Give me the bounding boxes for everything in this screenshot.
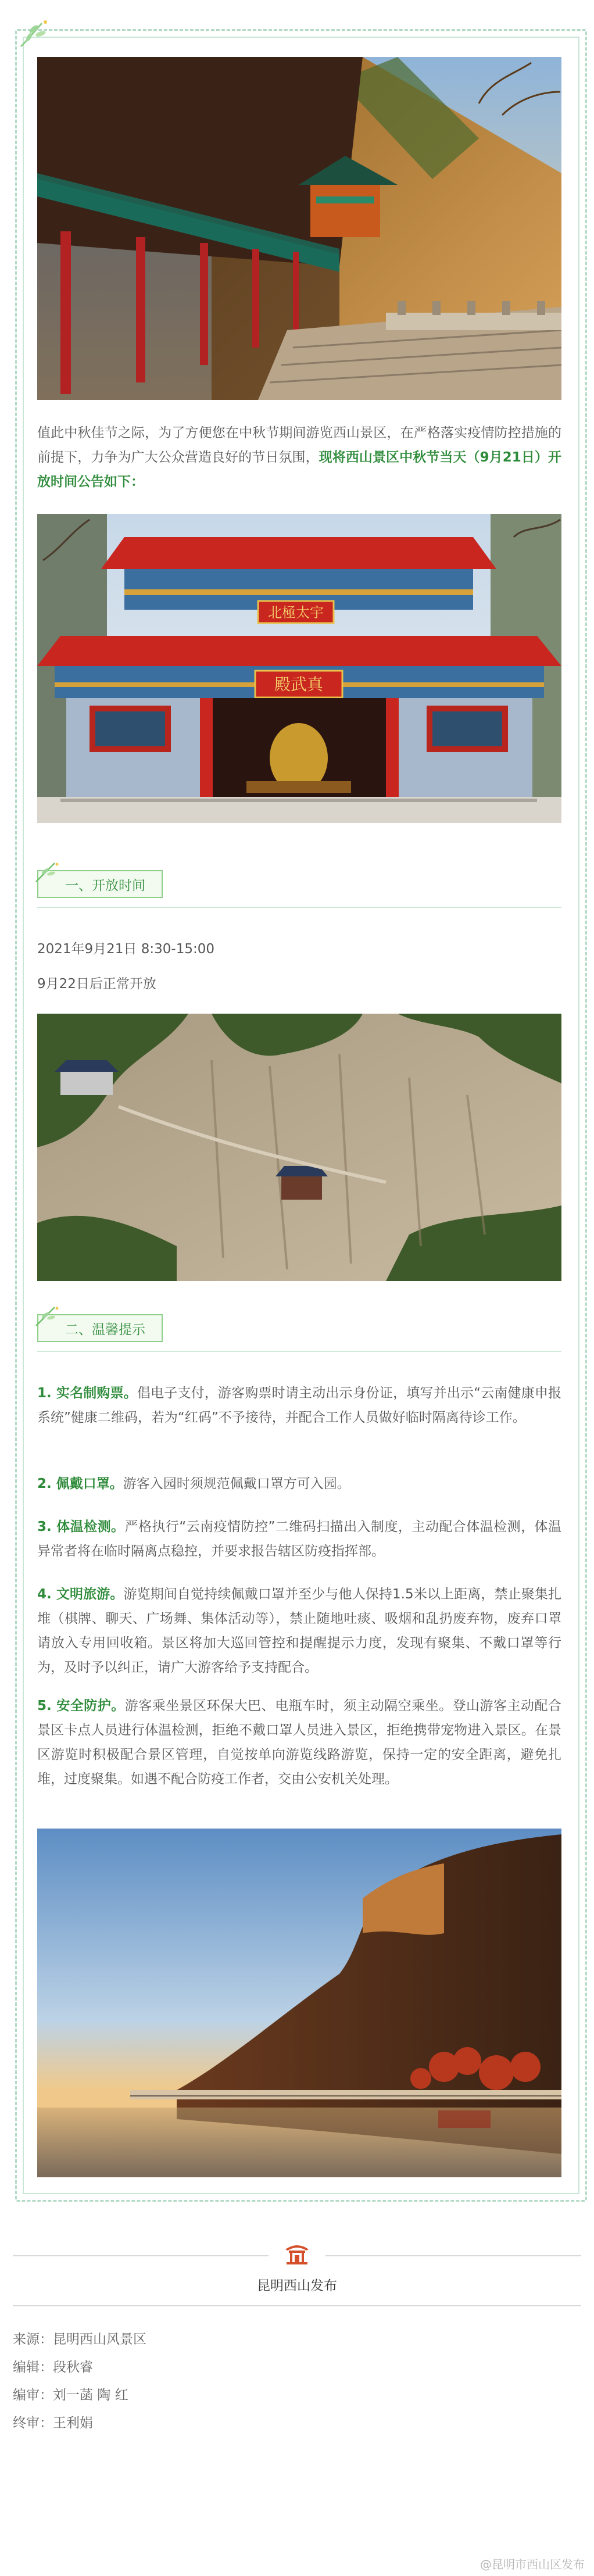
tip-item-2 xyxy=(37,1472,561,1496)
leaf-ornament-icon xyxy=(16,16,57,51)
tip-item-1-heading: 1. 实名制购票。 xyxy=(37,1386,137,1401)
section-divider xyxy=(37,907,561,908)
tip-item-2-heading: 2. 佩戴口罩。 xyxy=(37,1476,123,1491)
footer-divider-bottom xyxy=(13,2305,581,2306)
intro-paragraph xyxy=(37,421,561,494)
credit-reviewer: 编审：刘一菡 陶 红 xyxy=(13,2388,128,2403)
lake-sunset-photo xyxy=(37,1829,561,2177)
footer-divider-left xyxy=(13,2255,269,2256)
credit-final-reviewer: 终审：王利娟 xyxy=(13,2416,93,2431)
intro-text: 值此中秋佳节之际，为了方便您在中秋节期间游览西山景区，在严格落实疫情防控措施的前提下，力争为广大公众营造良好的节日氛围， xyxy=(37,425,561,465)
section-opening-hours-box xyxy=(37,870,163,898)
temple-corridor-photo xyxy=(37,57,561,400)
tip-item-4-text: 游览期间自觉持续佩戴口罩并至少与他人保持1.5米以上距离，禁止聚集扎堆（棋牌、聊天、广场舞、集体活动等），禁止随地吐痰、吸烟和乱扔废弃物，废弃口罩请放入专用回收箱。景区将加大巡回管控和提醒提示力度，发现有聚集、不戴口罩等行为，及时予以纠正，请广大游客给予支持配合。 xyxy=(37,1587,562,1675)
watermark: @昆明市西山区发布 xyxy=(480,2557,585,2571)
intro-highlight: 现将西山景区中秋节当天（9月21日）开放时间公告如下： xyxy=(37,450,562,489)
credit-editor: 编辑：段秋睿 xyxy=(13,2360,93,2375)
tip-item-1 xyxy=(37,1381,561,1430)
cliff-dragon-gate-photo xyxy=(37,1014,561,1281)
middle-plaque-text: 殿武真 xyxy=(274,676,324,694)
tip-item-5-heading: 5. 安全防护。 xyxy=(37,1698,125,1713)
leaf-ornament-icon xyxy=(34,1305,64,1328)
opening-normal-note: 9月22日后正常开放 xyxy=(37,976,156,992)
tip-item-3-heading: 3. 体温检测。 xyxy=(37,1519,125,1534)
section-tips-header xyxy=(37,1314,163,1343)
pavilion-logo-icon xyxy=(283,2242,311,2266)
tip-item-5 xyxy=(37,1694,561,1791)
section-opening-hours-title: 一、开放时间 xyxy=(65,878,145,893)
tip-item-1-text: 倡电子支付，游客购票时请主动出示身份证，填写并出示“云南健康申报系统”健康二维码，若为“红码”不予接待，并配合工作人员做好临时隔离待诊工作。 xyxy=(37,1386,561,1425)
publisher-name: 昆明西山发布 xyxy=(257,2278,337,2294)
top-plaque-text: 北極太宇 xyxy=(268,606,324,621)
zhenwu-temple-photo xyxy=(37,514,561,823)
section-divider xyxy=(37,1351,561,1352)
section-tips-box xyxy=(37,1314,163,1342)
tip-item-3 xyxy=(37,1515,561,1564)
footer-divider-right xyxy=(325,2255,581,2256)
leaf-ornament-icon xyxy=(34,861,64,884)
tip-item-2-text: 游客入园时须规范佩戴口罩方可入园。 xyxy=(123,1476,350,1491)
credit-source: 来源：昆明西山风景区 xyxy=(13,2332,146,2347)
tip-item-3-text: 严格执行“云南疫情防控”二维码扫描出入制度，主动配合体温检测，体温异常者将在临时隔离点稳控，并要求报告辖区防疫指挥部。 xyxy=(37,1519,561,1559)
tip-item-4 xyxy=(37,1582,561,1680)
section-tips-title: 二、温馨提示 xyxy=(65,1322,145,1337)
opening-date-time: 2021年9月21日 8:30-15:00 xyxy=(37,942,214,957)
tip-item-5-text: 游客乘坐景区环保大巴、电瓶车时，须主动隔空乘坐。登山游客主动配合景区卡点人员进行体温检测，拒绝不戴口罩人员进入景区，拒绝携带宠物进入景区。在景区游览时积极配合景区管理，自觉按单向游览线路游览，保持一定的安全距离，避免扎堆，过度聚集。如遇不配合防疫工作者，交由公安机关处理。 xyxy=(37,1698,562,1787)
tip-item-4-heading: 4. 文明旅游。 xyxy=(37,1587,124,1602)
section-opening-hours-header xyxy=(37,870,163,899)
